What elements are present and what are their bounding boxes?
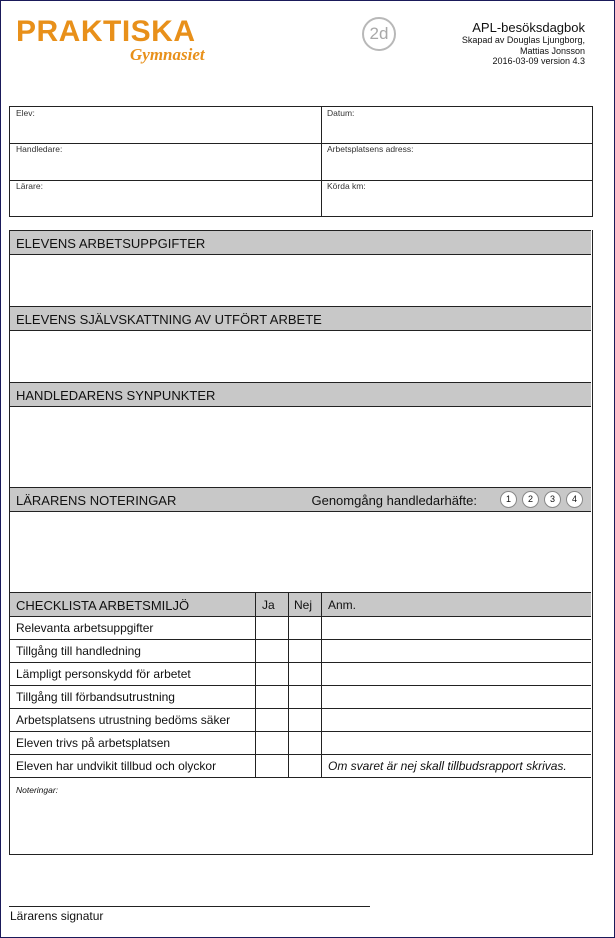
logo-praktiska: PRAKTISKA [16, 15, 196, 48]
field-elev[interactable]: Elev: [16, 108, 35, 118]
checklist-last-note: Om svaret är nej skall tillbudsrapport skrivas. [328, 759, 567, 773]
checklist-row[interactable] [10, 639, 591, 663]
field-adress[interactable]: Arbetsplatsens adress: [327, 144, 414, 154]
info-grid [9, 106, 593, 217]
review-option-2[interactable]: 2 [522, 491, 539, 508]
checklist-item: Lämpligt personskydd för arbetet [16, 667, 191, 681]
area-arbetsuppgifter[interactable] [9, 255, 593, 305]
checklist-row[interactable] [10, 754, 591, 778]
section-noteringar [10, 487, 591, 512]
checklist-row[interactable] [10, 685, 591, 709]
checklist-item: Eleven trivs på arbetsplatsen [16, 736, 171, 750]
field-korda-km[interactable]: Körda km: [327, 181, 366, 191]
notes-bottom-border [9, 854, 592, 855]
section-title: ELEVENS SJÄLVSKATTNING AV UTFÖRT ARBETE [16, 312, 322, 327]
notes-label: Noteringar: [16, 785, 59, 795]
checklist-row[interactable] [10, 616, 591, 640]
checklist-item: Relevanta arbetsuppgifter [16, 621, 154, 635]
created-by: Skapad av Douglas Ljungborg, [461, 35, 585, 45]
area-synpunkter[interactable] [9, 407, 593, 487]
signature-line[interactable] [9, 906, 370, 907]
review-option-3[interactable]: 3 [544, 491, 561, 508]
checklist-row[interactable] [10, 708, 591, 732]
field-handledare[interactable]: Handledare: [16, 144, 63, 154]
review-label: Genomgång handledarhäfte: [311, 493, 477, 508]
checklist-item: Arbetsplatsens utrustning bedöms säker [16, 713, 231, 727]
checklist-item: Tillgång till förbandsutrustning [16, 690, 175, 704]
created-by-2: Mattias Jonsson [519, 46, 585, 56]
field-larare[interactable]: Lärare: [16, 181, 43, 191]
field-datum[interactable]: Datum: [327, 108, 355, 118]
version: 2016-03-09 version 4.3 [492, 56, 585, 66]
review-option-4[interactable]: 4 [566, 491, 583, 508]
area-noteringar[interactable] [9, 512, 593, 592]
col-ja: Ja [262, 598, 275, 612]
checklist-item: Eleven har undvikit tillbud och olyckor [16, 759, 217, 773]
checklist-item: Tillgång till handledning [16, 644, 141, 658]
checklist-title: CHECKLISTA ARBETSMILJÖ [16, 598, 190, 613]
checklist-row[interactable] [10, 731, 591, 755]
section-synpunkter [10, 382, 591, 407]
section-arbetsuppgifter [10, 230, 591, 255]
document-title: APL-besöksdagbok [472, 20, 585, 35]
col-nej: Nej [294, 598, 313, 612]
col-anm: Anm. [328, 598, 357, 612]
section-title: HANDLEDARENS SYNPUNKTER [16, 388, 216, 403]
review-option-1[interactable]: 1 [500, 491, 517, 508]
logo-gymnasiet: Gymnasiet [130, 45, 205, 64]
checklist-row[interactable] [10, 662, 591, 686]
section-title: ELEVENS ARBETSUPPGIFTER [16, 236, 206, 251]
form-code-badge: 2d [362, 17, 396, 51]
section-title: LÄRARENS NOTERINGAR [16, 493, 177, 508]
signature-label: Lärarens signatur [10, 909, 104, 923]
checklist-header [10, 592, 591, 617]
section-sjalvskattning [10, 306, 591, 331]
area-sjalvskattning[interactable] [9, 331, 593, 381]
